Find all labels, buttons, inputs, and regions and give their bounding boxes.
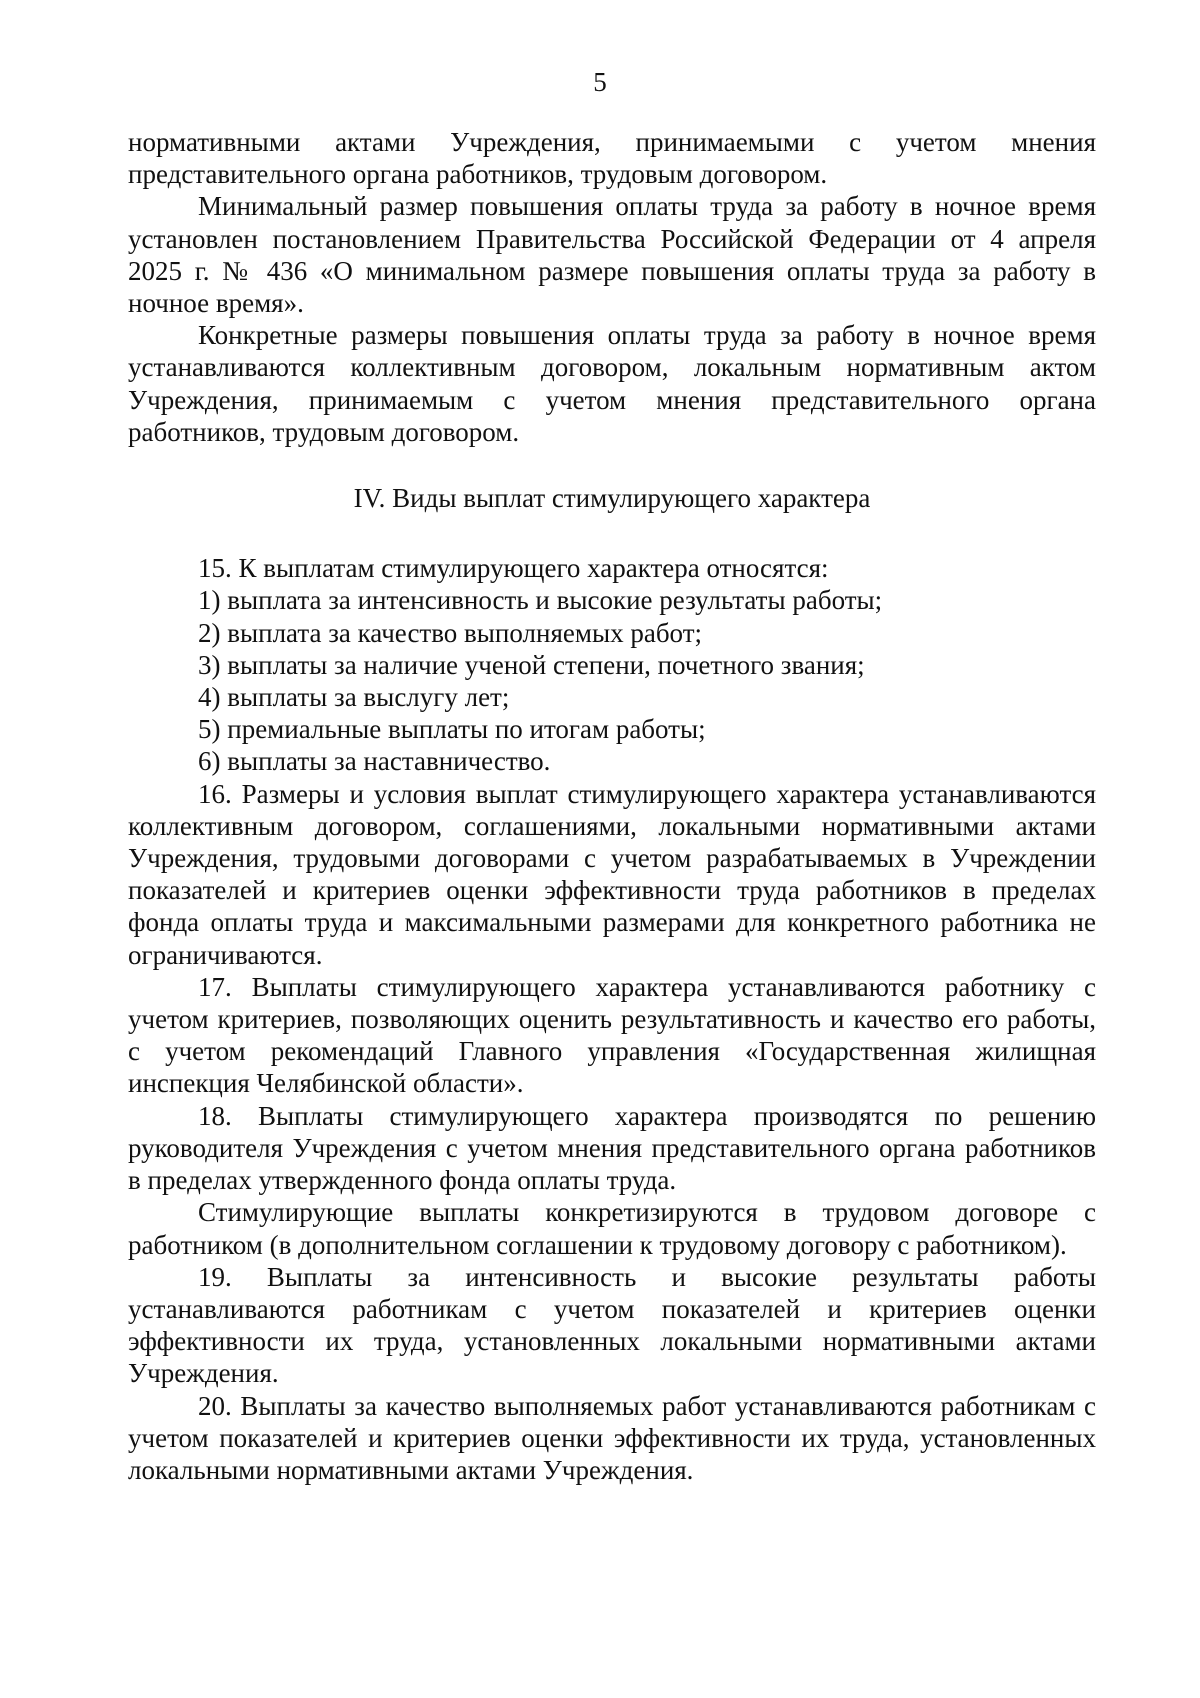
section-heading: IV. Виды выплат стимулирующего характера xyxy=(353,483,871,514)
item-20-paragraph: 20. Выплаты за качество выполняемых работ устанавливаются работникам с учетом показателей и критериев оценки эффективности их труда, установленных локальными нормативными актами Учреждения. xyxy=(128,1390,1096,1485)
list-item: 3) выплаты за наличие ученой степени, почетного звания; xyxy=(198,649,865,680)
item-17-paragraph: 17. Выплаты стимулирующего характера устанавливаются работнику с учетом критериев, позволяющих оценить результативность и качество его работы, с учетом рекомендаций Главного управления «Государственная жилищная инспекция Челябинской области». xyxy=(128,971,1096,1099)
stimulating-payments-paragraph: Стимулирующие выплаты конкретизируются в трудовом договоре с работником (в дополнительном соглашении к трудовому договору с работником). xyxy=(128,1197,1096,1260)
document-body xyxy=(128,126,1096,1486)
page-number: 5 xyxy=(593,67,607,97)
paragraph-specific-night-pay: Конкретные размеры повышения оплаты труда за работу в ночное время устанавливаются коллективным договором, локальным нормативным актом Учреждения, принимаемым с учетом мнения представительного органа работников, трудовым договором. xyxy=(128,320,1096,447)
paragraph-continuation: нормативными актами Учреждения, принимаемыми с учетом мнения представительного органа работников, трудовым договором. xyxy=(128,127,1096,190)
paragraph-minimum-night-pay: Минимальный размер повышения оплаты труда за работу в ночное время установлен постановлением Правительства Российской Федерации от 4 апреля 2025 г. № 436 «О минимальном размере повышения оплаты труда за работу в ночное время». xyxy=(128,191,1096,319)
list-item: 1) выплата за интенсивность и высокие результаты работы; xyxy=(198,585,883,616)
list-item: 2) выплата за качество выполняемых работ; xyxy=(198,617,702,648)
item-15-intro: 15. К выплатам стимулирующего характера относятся: xyxy=(198,553,829,584)
item-18-paragraph: 18. Выплаты стимулирующего характера производятся по решению руководителя Учреждения с учетом мнения представительного органа работников в пределах утвержденного фонда оплаты труда. xyxy=(128,1100,1096,1196)
list-item: 5) премиальные выплаты по итогам работы; xyxy=(198,714,706,745)
item-16-paragraph: 16. Размеры и условия выплат стимулирующего характера устанавливаются коллективным договором, соглашениями, локальными нормативными актами Учреждения, трудовыми договорами с учетом разрабатываемых в Учреждении показателей и критериев оценки эффективности труда работников в пределах фонда оплаты труда и максимальными размерами для конкретного работника не ограничиваются. xyxy=(128,778,1096,970)
list-item: 4) выплаты за выслугу лет; xyxy=(198,682,510,713)
item-19-paragraph: 19. Выплаты за интенсивность и высокие результаты работы устанавливаются работникам с учетом показателей и критериев оценки эффективности их труда, установленных локальными нормативными актами Учреждения. xyxy=(128,1261,1096,1389)
list-item: 6) выплаты за наставничество. xyxy=(198,746,551,777)
